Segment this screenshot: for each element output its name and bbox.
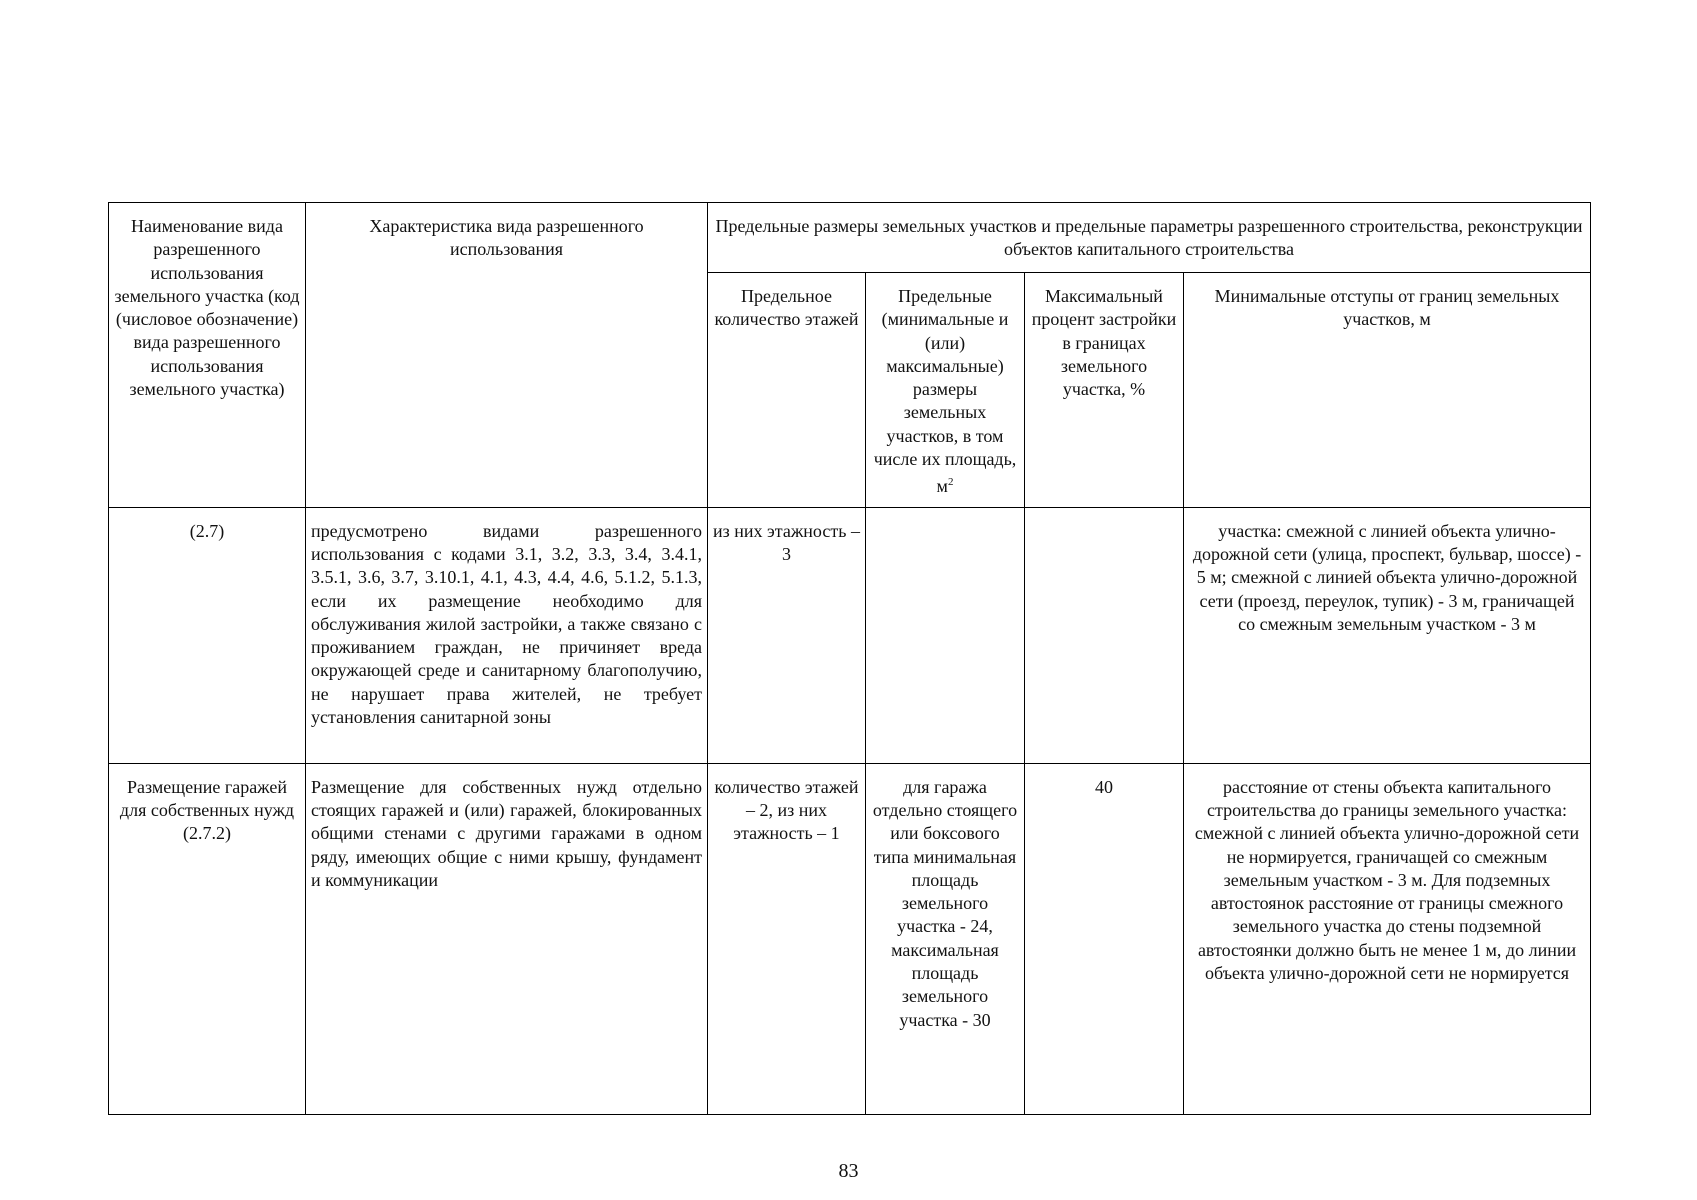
row-2-coverage: 40 <box>1025 763 1184 1114</box>
header-name: Наименование вида разрешенного использования земельного участка (код (числовое обозначение) вида разрешенного использования земельного участка) <box>109 203 306 508</box>
header-setbacks: Минимальные отступы от границ земельных участков, м <box>1184 273 1591 508</box>
row-1-name: (2.7) <box>109 507 306 763</box>
page-number: 83 <box>838 1160 859 1182</box>
header-plot-size <box>866 273 1025 508</box>
header-plot-size-superscript: 2 <box>947 476 954 489</box>
row-1-coverage <box>1025 507 1184 763</box>
row-2-description: Размещение для собственных нужд отдельно стоящих гаражей и (или) гаражей, блокированных общими стенами с другими гаражами в одном ряду, имеющих общие с ними крышу, фундамент и коммуникации <box>306 763 708 1114</box>
row-2-plot-size: для гаража отдельно стоящего или боксового типа минимальная площадь земельного участка - 24, максимальная площадь земельного участка - 30 <box>866 763 1025 1114</box>
header-floors: Предельное количество этажей <box>708 273 866 508</box>
table-row <box>109 507 1591 763</box>
row-1-description: предусмотрено видами разрешенного использования с кодами 3.1, 3.2, 3.3, 3.4, 3.4.1, 3.5.1, 3.6, 3.7, 3.10.1, 4.1, 4.3, 4.4, 4.6, 5.1.2, 5.1.3, если их размещение необходимо для обслуживания жилой застройки, а также связано с проживанием граждан, не причиняет вреда окружающей среде и санитарному благополучию, не нарушает права жителей, не требует установления санитарной зоны <box>306 507 708 763</box>
table-row <box>109 763 1591 1114</box>
land-use-table <box>108 202 1591 1115</box>
header-description: Характеристика вида разрешенного использования <box>306 203 708 508</box>
row-2-floors: количество этажей – 2, из них этажность – 1 <box>708 763 866 1114</box>
row-2-name: Размещение гаражей для собственных нужд (2.7.2) <box>109 763 306 1114</box>
header-coverage: Максимальный процент застройки в границах земельного участка, % <box>1025 273 1184 508</box>
header-row-1 <box>109 203 1591 273</box>
header-plot-size-text: Предельные (минимальные и (или) максимальные) размеры земельных участков, в том числе их площадь, м <box>873 286 1017 497</box>
row-1-setbacks: участка: смежной с линией объекта улично-дорожной сети (улица, проспект, бульвар, шоссе) - 5 м; смежной с линией объекта улично-дорожной сети (проезд, переулок, тупик) - 3 м, граничащей со смежным земельным участком - 3 м <box>1184 507 1591 763</box>
row-1-floors: из них этажность – 3 <box>708 507 866 763</box>
header-limits-group: Предельные размеры земельных участков и предельные параметры разрешенного строительства, реконструкции объектов капитального строительства <box>708 203 1591 273</box>
row-1-plot-size <box>866 507 1025 763</box>
row-2-setbacks: расстояние от стены объекта капитального строительства до границы земельного участка: смежной с линией объекта улично-дорожной сети не нормируется, граничащей со смежным земельным участком - 3 м. Для подземных автостоянок расстояние от границы смежного земельного участка до стены подземной автостоянки должно быть не менее 1 м, до линии объекта улично-дорожной сети не нормируется <box>1184 763 1591 1114</box>
